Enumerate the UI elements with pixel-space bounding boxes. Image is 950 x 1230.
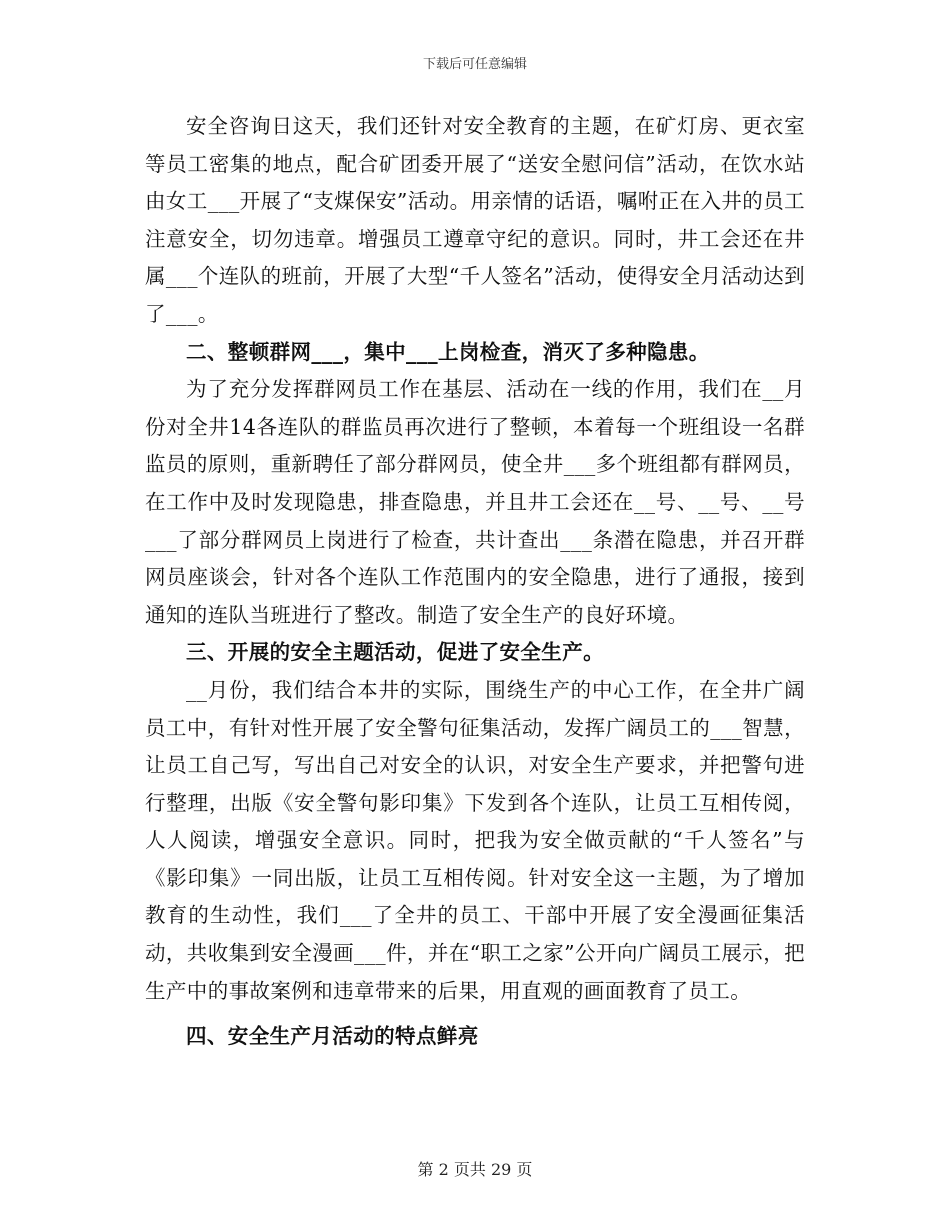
section-heading-3: 三、开展的安全主题活动，促进了安全生产。 — [186, 640, 604, 665]
page-number: 第 2 页共 29 页 — [417, 1160, 533, 1179]
paragraph-group-network: 为了充分发挥群网员工作在基层、活动在一线的作用，我们在__月份对全井14各连队的群监员再次进行了整顿，本着每一个班组设一名群监员的原则，重新聘任了部分群网员，使全井___多个班组都有群网员，在工作中及时发现隐患，排查隐患，并且井工会还在__号、__号、__号___了部分群网员上岗进行了检查，共计查出___条潜在隐患，并召开群网员座谈会，针对各个连队工作范围内的安全隐患，进行了通报，接到通知的连队当班进行了整改。制造了安全生产的良好环境。 — [145, 377, 805, 627]
paragraph-theme-activities: __月份，我们结合本井的实际，围绕生产的中心工作，在全井广阔员工中，有针对性开展了安全警句征集活动，发挥广阔员工的___智慧，让员工自己写，写出自己对安全的认识，对安全生产要求，并把警句进行整理，出版《安全警句影印集》下发到各个连队，让员工互相传阅，人人阅读，增强安全意识。同时，把我为安全做贡献的“千人签名”与《影印集》一同出版，让员工互相传阅。针对安全这一主题，为了增加教育的生动性，我们___了全井的员工、干部中开展了安全漫画征集活动，共收集到安全漫画___件，并在“职工之家”公开向广阔员工展示，把生产中的事故案例和违章带来的后果，用直观的画面教育了员工。 — [145, 677, 805, 1003]
paragraph-safety-consultation-day: 安全咨询日这天，我们还针对安全教育的主题，在矿灯房、更衣室等员工密集的地点，配合矿团委开展了“送安全慰问信”活动，在饮水站由女工___开展了“支煤保安”活动。用亲情的话语，嘱咐正在入井的员工注意安全，切勿违章。增强员工遵章守纪的意识。同时，井工会还在井属___个连队的班前，开展了大型“千人签名”活动，使得安全月活动达到了___。 — [145, 114, 805, 326]
section-heading-4: 四、安全生产月活动的特点鲜亮 — [186, 1024, 479, 1049]
document-body — [145, 108, 805, 1056]
section-heading-2: 二、整顿群网___，集中___上岗检查，消灭了多种隐患。 — [186, 339, 710, 364]
page-header: 下载后可任意编辑 — [422, 57, 527, 72]
